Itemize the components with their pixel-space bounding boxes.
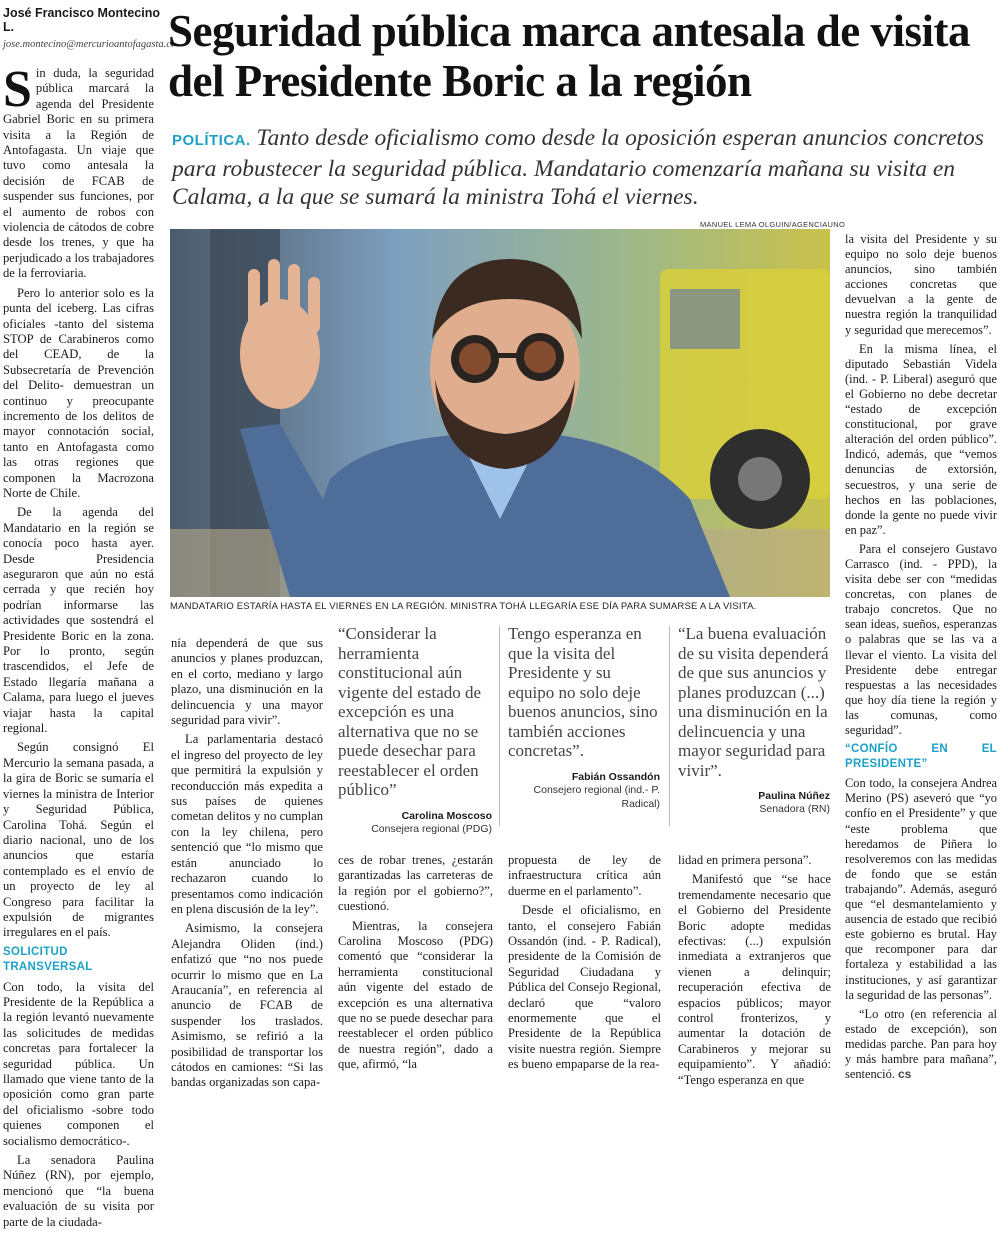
paragraph: Manifestó que “se hace tremendamente necesario que el Gobierno del Presidente Boric adopte medidas efectivas: (...) expulsión inmediata a extranjeros que vienen a delinquir; recuperación efectiva de espacios públicos; mayor control fronterizos, y aumentar la dotación de Carabineros y mejorar su equipamiento”. Y añadió: “Tengo esperanza en que [678, 872, 831, 1087]
paragraph: lidad en primera persona”. [678, 853, 812, 867]
end-mark-icon: cs [898, 1067, 912, 1082]
paragraph: ces de robar trenes, ¿estarán garantizadas las carreteras de la región por el gobierno?”, cuestionó. [338, 853, 493, 914]
section-tag: POLÍTICA. [172, 132, 251, 149]
author-name: José Francisco Montecino L. [3, 6, 160, 34]
photo-credit: MANUEL LEMA OLGUIN/AGENCIAUNO [700, 220, 846, 229]
pull-quote-3 [678, 624, 830, 816]
lead-paragraph [172, 124, 992, 211]
president-photo-illustration [170, 229, 830, 597]
paragraph: Mientras, la consejera Carolina Moscoso (PDG) comentó que “considerar la herramienta constitucional aún vigente del estado de excepción es una alternativa que no se puede desechar para reestablecer el orden público de nuestra región”, dado a que, afirmó, “la [338, 918, 493, 1072]
subheading: SOLICITUD TRANSVERSAL [3, 945, 93, 974]
quote-text: Tengo esperanza en que la visita del Presidente y su equipo no solo deje buenos anuncios, sino también acciones concretas”. [508, 624, 658, 760]
article-column-6 [845, 232, 997, 1086]
paragraph: La parlamentaria destacó el ingreso del proyecto de ley que permitirá la expulsión y reconducción más expedita a sus países de quienes cometan delitos y no cumplan con la ley chilena, pero sentenció que “lo mismo que están anunciado lo rechazaron cuando lo presentamos como indicación en plena discusión de la ley”. [171, 732, 323, 916]
quote-role: Senadora (RN) [759, 803, 830, 815]
quote-author: Paulina Núñez [758, 790, 830, 802]
paragraph: Pero lo anterior solo es la punta del iceberg. Las cifras oficiales -tanto del sistema STOP de Carabineros como del CEAD, de la Subsecretaría de Prevención del Delito- demuestran un continuo y preocupante incremento de los delitos de mayor connotación social, tanto en Antofagasta como las otras regiones que componen la Macrozona Norte de Chile. [3, 285, 154, 500]
paragraph: Asimismo, la consejera Alejandra Oliden (ind.) enfatizó que “no nos puede ocurrir lo mismo que en La Araucanía”, en referencia al anuncio de FCAB de suspender los traslados. Asimismo, se refirió a la posibilidad de transportar los cátodos en camiones: “Si las bandas organizadas son capa- [171, 921, 323, 1090]
quote-text: “Considerar la herramienta constitucional aún vigente del estado de excepción es una alternativa que no se puede desechar para reestablecer el orden público” [338, 624, 482, 799]
main-photo [170, 229, 830, 597]
drop-cap: S [3, 61, 32, 118]
article-column-5 [678, 853, 831, 1092]
pull-quote-1 [338, 624, 492, 836]
lead-text: Tanto desde oficialismo como desde la oposición esperan anuncios concretos para robustecer la seguridad pública. Mandatario comenzaría mañana su visita en Calama, a la que se sumará la ministra Tohá el viernes. [172, 125, 984, 210]
paragraph: nía dependerá de que sus anuncios y planes produzcan, en el corto, mediano y largo plazo, una disminución en la delincuencia y una mayor seguridad para vivir”. [171, 636, 323, 728]
divider [499, 626, 500, 826]
article-column-3 [338, 853, 493, 1077]
quote-role: Consejero regional (ind.- P. Radical) [533, 783, 660, 810]
paragraph: Para el consejero Gustavo Carrasco (ind. - PPD), la visita debe ser con “medidas concretas, con planes de trabajo concretos. Que no sean ideas, sueños, esperanzas o palabras que se las va a llevar el viento. La visita del Presidente debe entregar respuestas a las necesidades que hoy día tiene la región y las comunas, como seguridad”. [845, 541, 997, 737]
paragraph: De la agenda del Mandatario en la región se conocía poco hasta ayer. Desde Presidencia aseguraron que aún no está cerrada y que recién hoy podrían informarse las actividades que sostendrá el Presidente Boric en la zona. Por lo pronto, según trascendidos, el Jefe de Estado llegaría mañana a Calama, para luego el jueves viajar hasta la capital regional. [3, 505, 154, 736]
article-column-2 [171, 636, 323, 1095]
paragraph: Con todo, la visita del Presidente de la República a la región levantó nuevamente las solicitudes de medidas concretas para fortalecer la seguridad pública. Un llamado que viene tanto de la oposición como gran parte del oficialismo -sobre todo quienes componen el socialismo democrático-. [3, 979, 154, 1148]
photo-caption: MANDATARIO ESTARÍA HASTA EL VIERNES EN LA REGIÓN. MINISTRA TOHÁ LLEGARÍA ESE DÍA PARA SUMARSE A LA VISITA. [170, 601, 757, 612]
paragraph: En la misma línea, el diputado Sebastián Videla (ind. - P. Liberal) aseguró que el Gobierno no debe decretar “estado de excepción constitucional, por grave alteración del orden público”. Indicó, además, que “vemos denuncias de extorsión, secuestros, y una serie de hechos en las poblaciones, donde la gente no puede vivir en paz”. [845, 341, 997, 537]
byline [3, 6, 174, 50]
quote-role: Consejera regional (PDG) [371, 822, 492, 835]
paragraph: Con todo, la consejera Andrea Merino (PS) aseveró que “yo confío en el Presidente” y que “este problema que heredamos de Piñera lo resolveremos con las medidas de fondo que se están trabajando”. Además, aseguró que “el desmantelamiento y ausencia de estado que recibió este gobierno es brutal. Hay que recomponer para dar fortaleza y estabilidad a las instituciones, y así garantizar la seguridad de las personas”. [845, 776, 997, 1002]
quote-author: Carolina Moscoso [401, 809, 492, 822]
pull-quote-2 [508, 624, 660, 811]
paragraph: Desde el oficialismo, en tanto, el consejero Fabián Ossandón (ind. - P. Radical), presidente de la Comisión de Seguridad Ciudadana y Pública del Consejo Regional, declaró que “valoro enormemente que el Presidente de la República visite nuestra región. Siempre es bueno empaparse de la rea- [508, 903, 661, 1072]
paragraph: Según consignó El Mercurio la semana pasada, a la gira de Boric se sumaría el viernes la ministra de Interior y Seguridad Pública, Carolina Tohá. Según el diario nacional, uno de los anuncios que estaría contemplado es el envío de un proyecto de ley al Congreso para facilitar la expulsión de migrantes irregulares en el país. [3, 740, 154, 940]
paragraph: “Lo otro (en referencia al estado de excepción), son medidas parche. Pan para hoy y más hambre para mañana”, sentenció. cs [845, 1006, 997, 1082]
article-column-1 [3, 61, 154, 1234]
headline: Seguridad pública marca antesala de visita del Presidente Boric a la región [168, 6, 970, 106]
subheading: “CONFÍO EN EL PRESIDENTE” [845, 743, 997, 771]
article-column-4 [508, 853, 661, 1077]
paragraph: La senadora Paulina Núñez (RN), por ejemplo, mencionó que “la buena evaluación de su visita por parte de la ciudada- [3, 1153, 154, 1229]
paragraph: la visita del Presidente y su equipo no solo deje buenos anuncios, sino también acciones concretas que devuelvan a la gente de nuestra región la tranquilidad y seguridad que merecemos”. [845, 232, 997, 337]
divider [669, 626, 670, 826]
quote-author: Fabián Ossandón [571, 770, 660, 783]
paragraph: Sin duda, la seguridad pública marcará la agenda del Presidente Gabriel Boric en su primera visita a la Región de Antofagasta. Un viaje que tuvo como antesala la decisión de FCAB de suspender sus funciones, por el aumento de robos con violencia de cátodos de cobre desde los trenes, y que ha perjudicado a los trabajadores de la ferroviaria. [3, 61, 154, 281]
author-email[interactable]: jose.montecino@mercurioantofagasta.cl [3, 39, 174, 50]
quote-text: “La buena evaluación de su visita dependerá de que sus anuncios y planes produzcan (...) una disminución en la delincuencia y una mayor seguridad para vivir”. [678, 624, 829, 780]
paragraph: propuesta de ley de infraestructura crítica aún duerme en el parlamento”. [508, 853, 661, 898]
